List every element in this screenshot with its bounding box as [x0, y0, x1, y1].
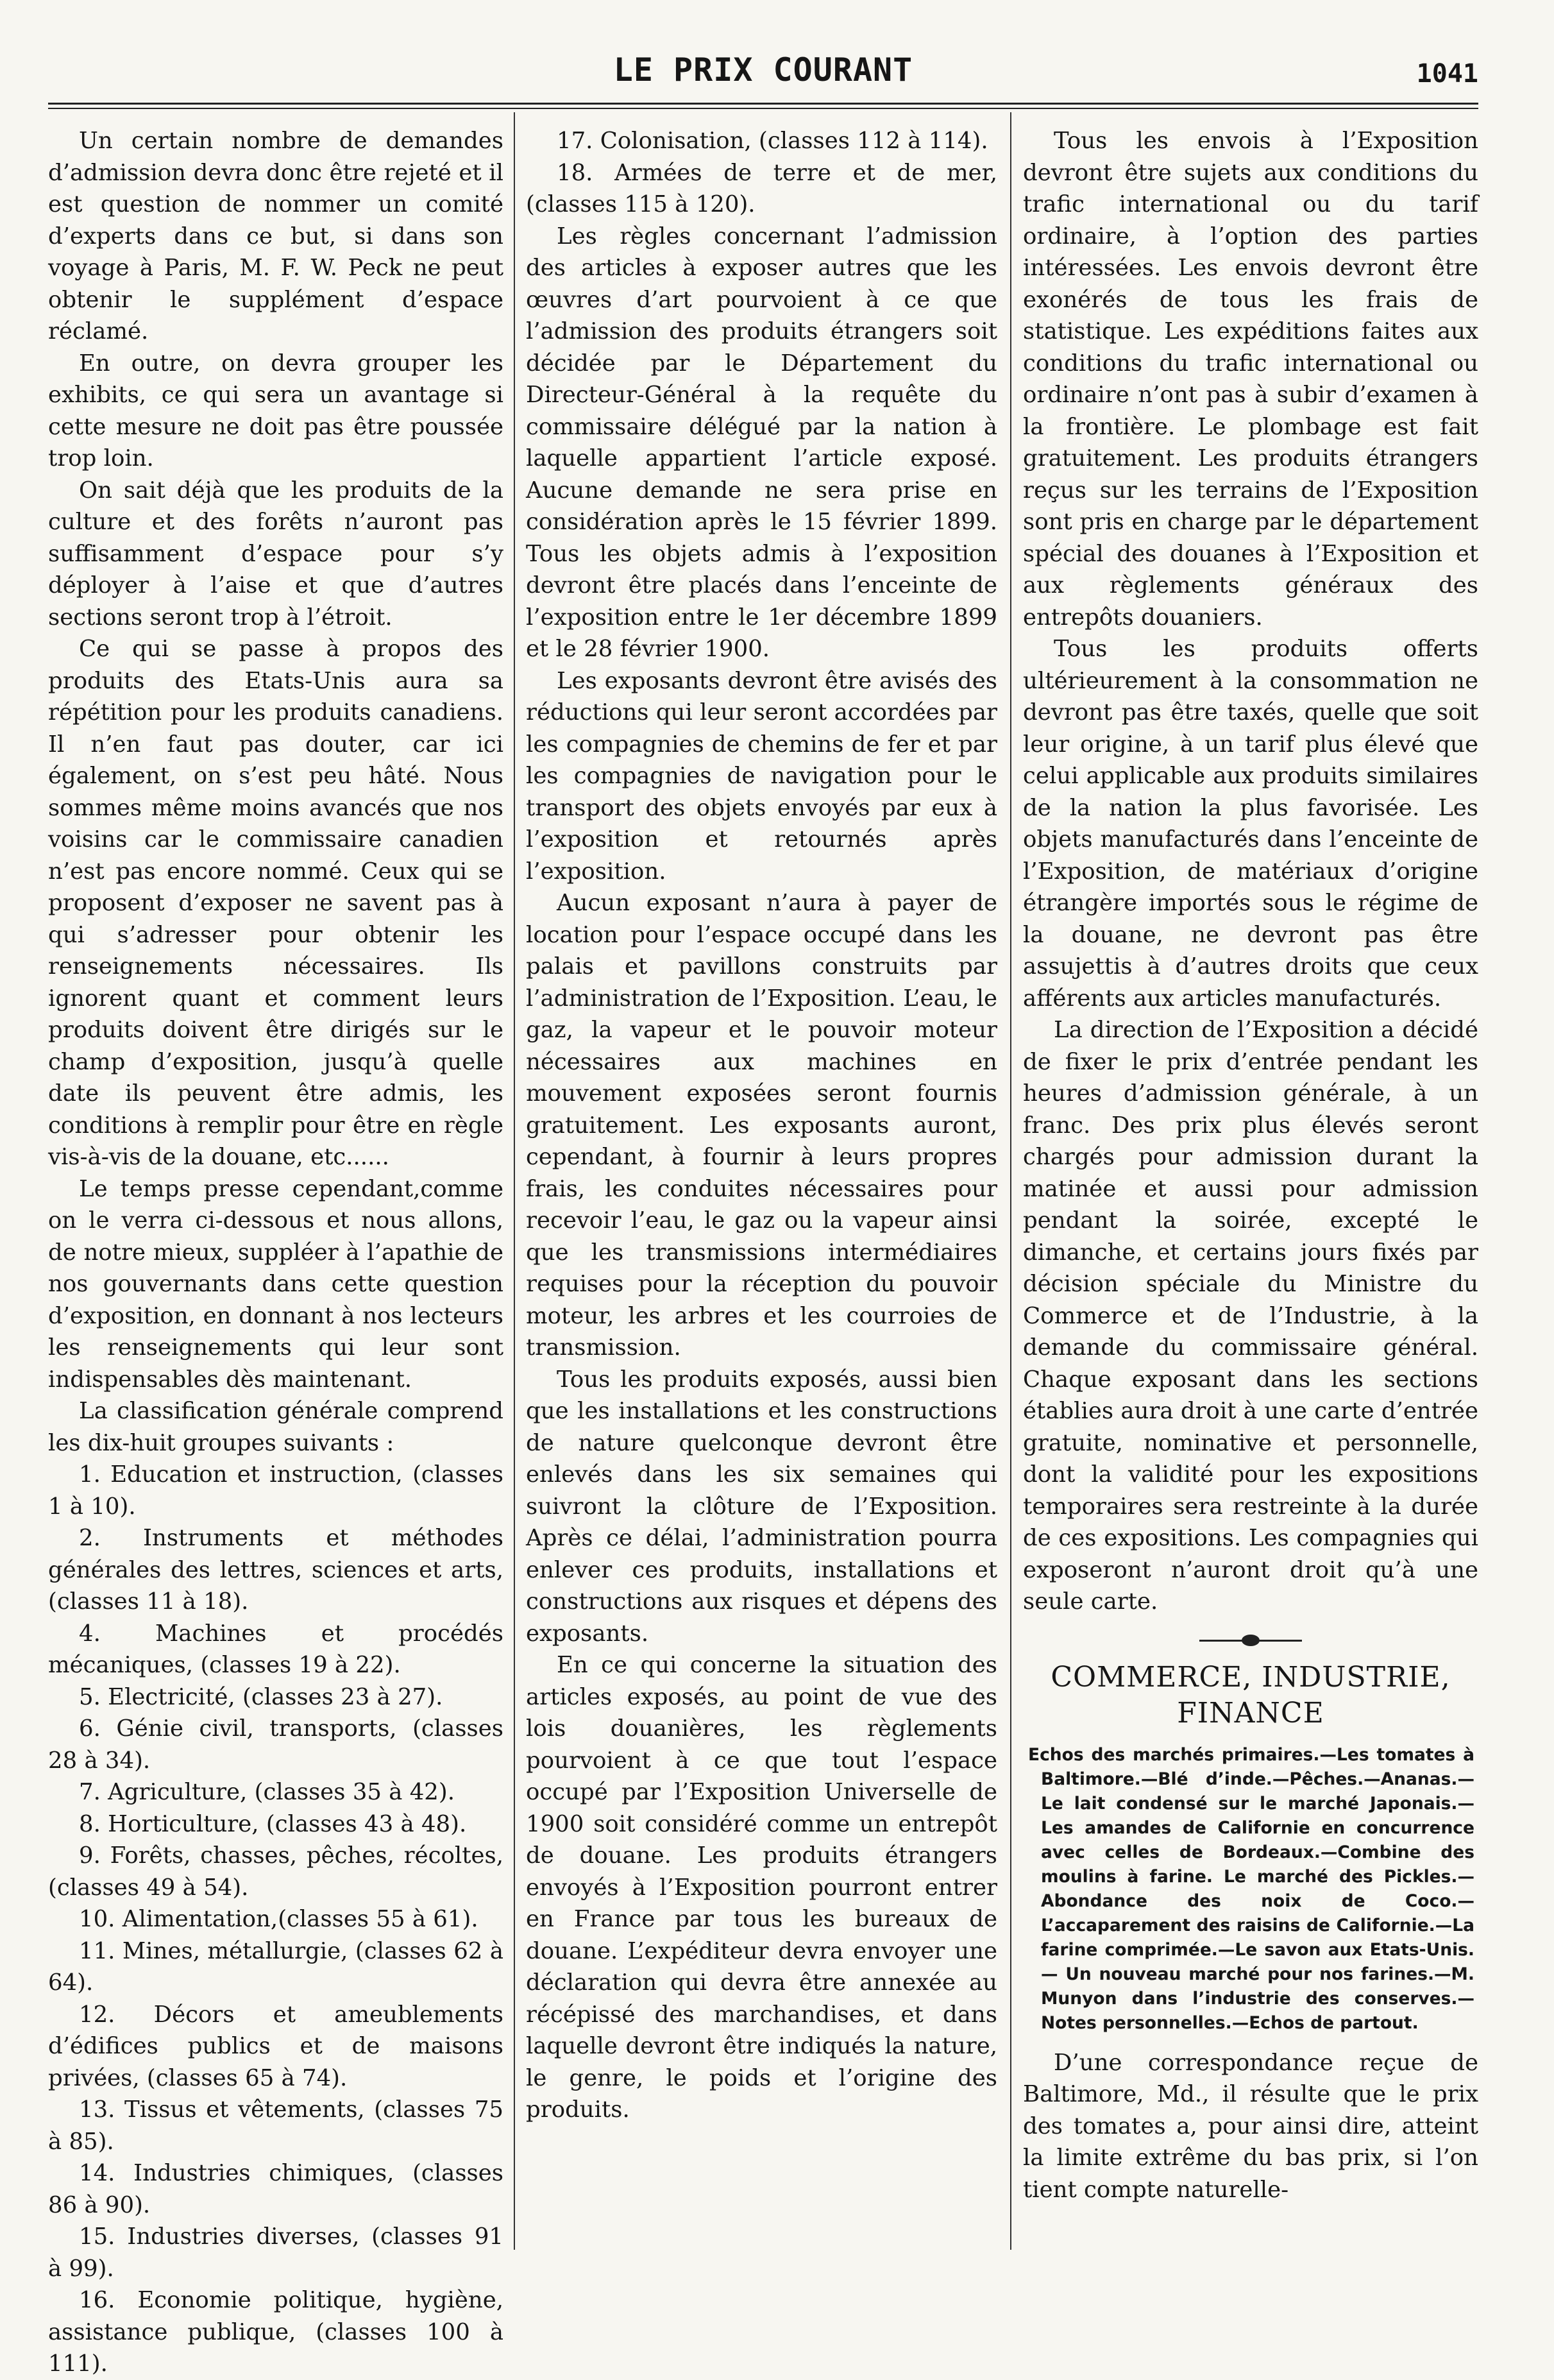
section-heading: COMMERCE, INDUSTRIE, FINANCE	[1051, 1660, 1451, 1730]
page-number: 1041	[1416, 59, 1478, 89]
paragraph: La classification générale comprend les dix-huit groupes suivants :	[48, 1398, 503, 1456]
column-3	[1023, 125, 1478, 2261]
group-item: 10. Alimentation,(classes 55 à 61).	[79, 1906, 478, 1932]
page-header	[48, 45, 1478, 96]
separator-ornament	[1242, 1635, 1260, 1646]
group-item: 12. Décors et ameublements d’édifices publics et de maisons privées, (classes 65 à 74).	[48, 2001, 503, 2091]
paragraph: En outre, on devra grouper les exhibits, ce qui sera un avantage si cette mesure ne doit pas être poussée trop loin.	[48, 350, 503, 472]
group-item: 4. Machines et procédés mécaniques, (classes 19 à 22).	[48, 1620, 503, 1678]
group-item: 14. Industries chimiques, (classes 86 à 90).	[48, 2160, 503, 2218]
group-item: 8. Horticulture, (classes 43 à 48).	[79, 1810, 467, 1837]
group-item: 13. Tissus et vêtements, (classes 75 à 85).	[48, 2096, 503, 2155]
group-item: 15. Industries diverses, (classes 91 à 99).	[48, 2223, 503, 2282]
group-item: 6. Génie civil, transports, (classes 28 à 34).	[48, 1715, 503, 1774]
group-item: 7. Agriculture, (classes 35 à 42).	[79, 1779, 455, 1805]
paragraph: Les règles concernant l’admission des articles à exposer autres que les œuvres d’art pourvoient à ce que l’admission des produits étrangers soit décidée par le Département du Directeur-Général à la requête du commissaire délégué par la nation à laquelle appartient l’article exposé. Aucune demande ne sera prise en considération après le 15 février 1899. Tous les objets admis à l’exposition devront être placés dans l’enceinte de l’exposition entre le 1er décembre 1899 et le 28 février 1900.	[526, 223, 997, 662]
header-rule	[48, 103, 1478, 105]
paragraph: Tous les produits offerts ultérieurement à la consommation ne devront pas être taxés, quelle que soit leur origine, à un tarif plus élevé que celui applicable aux produits similaires de la nation la plus favorisée. Les objets manufacturés dans l’enceinte de l’Exposition, de matériaux d’origine étrangère importés sous le régime de la douane, ne devront pas être assujettis à d’autres droits que ceux afférents aux articles manufacturés.	[1023, 636, 1478, 1012]
paragraph: Les exposants devront être avisés des réductions qui leur seront accordées par les compagnies de chemins de fer et par les compagnies de navigation pour le transport des objets envoyés par eux à l’exposition et retournés après l’exposition.	[526, 667, 997, 885]
paragraph: Un certain nombre de demandes d’admission devra donc être rejeté et il est question de nommer un comité d’experts dans ce but, si dans son voyage à Paris, M. F. W. Peck ne peut obtenir le supplément d’espace réclamé.	[48, 128, 503, 344]
paragraph: Le temps presse cependant,comme on le verra ci-dessous et nous allons, de notre mieux, suppléer à l’apathie de nos gouvernants dans cette question d’exposition, en donnant à nos lecteurs les renseignements qui leur sont indispensables dès maintenant.	[48, 1175, 503, 1393]
paragraph: D’une correspondance reçue de Baltimore, Md., il résulte que le prix des tomates a, pour ainsi dire, atteint la limite extrême du bas prix, si l’on tient compte naturelle-	[1023, 2049, 1478, 2203]
column-divider	[514, 112, 515, 2250]
paragraph: En ce qui concerne la situation des articles exposés, au point de vue des lois douanières, les règlements pourvoient à ce que tout l’espace occupé par l’Exposition Universelle de 1900 soit considéré comme un entrepôt de douane. Les produits étrangers envoyés à l’Exposition pourront entrer en France par tous les bureaux de douane. L’expéditeur devra envoyer une déclaration qui devra être annexée au récépissé des marchandises, et dans laquelle devront être indiqués la nature, le genre, le poids et l’origine des produits.	[526, 1652, 997, 2123]
group-item: 2. Instruments et méthodes générales des lettres, sciences et arts, (classes 11 à 18).	[48, 1525, 503, 1615]
header-rule-thin	[48, 108, 1478, 109]
section-summary: Echos des marchés primaires.—Les tomates à Baltimore.—Blé d’inde.—Pêches.—Ananas.—Le lait condensé sur le marché Japonais.—Les amandes de Californie en concurrence avec celles de Bordeaux.—Combine des moulins à farine. Le marché des Pickles.—Abondance des noix de Coco.—L’accaparement des raisins de Californie.—La farine comprimée.—Le savon aux Etats-Unis.— Un nouveau marché pour nos farines.—M. Munyon dans l’industrie des conserves.— Notes personnelles.—Echos de partout.	[1028, 1744, 1474, 2033]
group-item: 17. Colonisation, (classes 112 à 114).	[557, 128, 988, 154]
group-item: 18. Armées de terre et de mer, (classes 115 à 120).	[526, 159, 997, 217]
paragraph: Aucun exposant n’aura à payer de location pour l’espace occupé dans les palais et pavillons construits par l’administration de l’Exposition. L’eau, le gaz, la vapeur et le pouvoir moteur nécessaires aux machines en mouvement exposées seront fournis gratuitement. Les exposants auront, cependant, à fournir à leurs propres frais, les conduites nécessaires pour recevoir l’eau, le gaz ou la vapeur ainsi que les transmissions intermédiaires requises pour la réception du pouvoir moteur, les arbres et les courroies de transmission.	[526, 890, 997, 1361]
paragraph: Tous les produits exposés, aussi bien que les installations et les constructions de nature quelconque devront être enlevés dans les six semaines qui suivront la clôture de l’Exposition. Après ce délai, l’administration pourra enlever ces produits, installations et constructions aux risques et dépens des exposants.	[526, 1366, 997, 1647]
paragraph: La direction de l’Exposition a décidé de fixer le prix d’entrée pendant les heures d’admission générale, à un franc. Des prix plus élevés seront chargés pour admission durant la matinée et aussi pour admission pendant la soirée, excepté le dimanche, et certains jours fixés par décision spéciale du Ministre du Commerce et de l’Industrie, à la demande du commissaire général. Chaque exposant dans les sections établies aura droit à une carte d’entrée gratuite, nominative et personnelle, dont la validité pour les expositions temporaires sera restreinte à la durée de ces expositions. Les compagnies qui exposeront n’auront droit qu’à une seule carte.	[1023, 1017, 1478, 1615]
group-item: 5. Electricité, (classes 23 à 27).	[79, 1683, 443, 1710]
column-1	[48, 125, 503, 2377]
group-item: 9. Forêts, chasses, pêches, récoltes, (classes 49 à 54).	[48, 1842, 503, 1901]
paragraph: Tous les envois à l’Exposition devront être sujets aux conditions du trafic international ou du tarif ordinaire, à l’option des parties intéressées. Les envois devront être exonérés de tous les frais de statistique. Les expéditions faites aux conditions du trafic international ou ordinaire n’ont pas à subir d’examen à la frontière. Le plombage est fait gratuitement. Les produits étrangers reçus sur les terrains de l’Exposition sont pris en charge par le département spécial des douanes à l’Exposition et aux règlements généraux des entrepôts douaniers.	[1023, 128, 1478, 631]
journal-title: LE PRIX COURANT	[613, 51, 913, 89]
column-divider	[1010, 112, 1011, 2250]
paragraph: On sait déjà que les produits de la culture et des forêts n’auront pas suffisamment d’espace pour s’y déployer à l’aise et que d’autres sections seront trop à l’étroit.	[48, 477, 503, 631]
group-item: 11. Mines, métallurgie, (classes 62 à 64).	[48, 1937, 503, 1996]
column-2	[526, 125, 997, 2261]
paragraph: Ce qui se passe à propos des produits des Etats-Unis aura sa répétition pour les produits canadiens. Il n’en faut pas douter, car ici également, on s’est peu hâté. Nous sommes même moins avancés que nos voisins car le commissaire canadien n’est pas encore nommé. Ceux qui se proposent d’exposer ne savent pas à qui s’adresser pour obtenir les renseignements nécessaires. Ils ignorent quant et comment leurs produits doivent être dirigés sur le champ d’exposition, jusqu’à quelle date ils peuvent être admis, les conditions à remplir pour être en règle vis-à-vis de la douane, etc......	[48, 636, 503, 1170]
group-item: 1. Education et instruction, (classes 1 à 10).	[48, 1461, 503, 1520]
section-separator	[1199, 1640, 1302, 1642]
group-item: 16. Economie politique, hygiène, assistance publique, (classes 100 à 111).	[48, 2287, 503, 2377]
